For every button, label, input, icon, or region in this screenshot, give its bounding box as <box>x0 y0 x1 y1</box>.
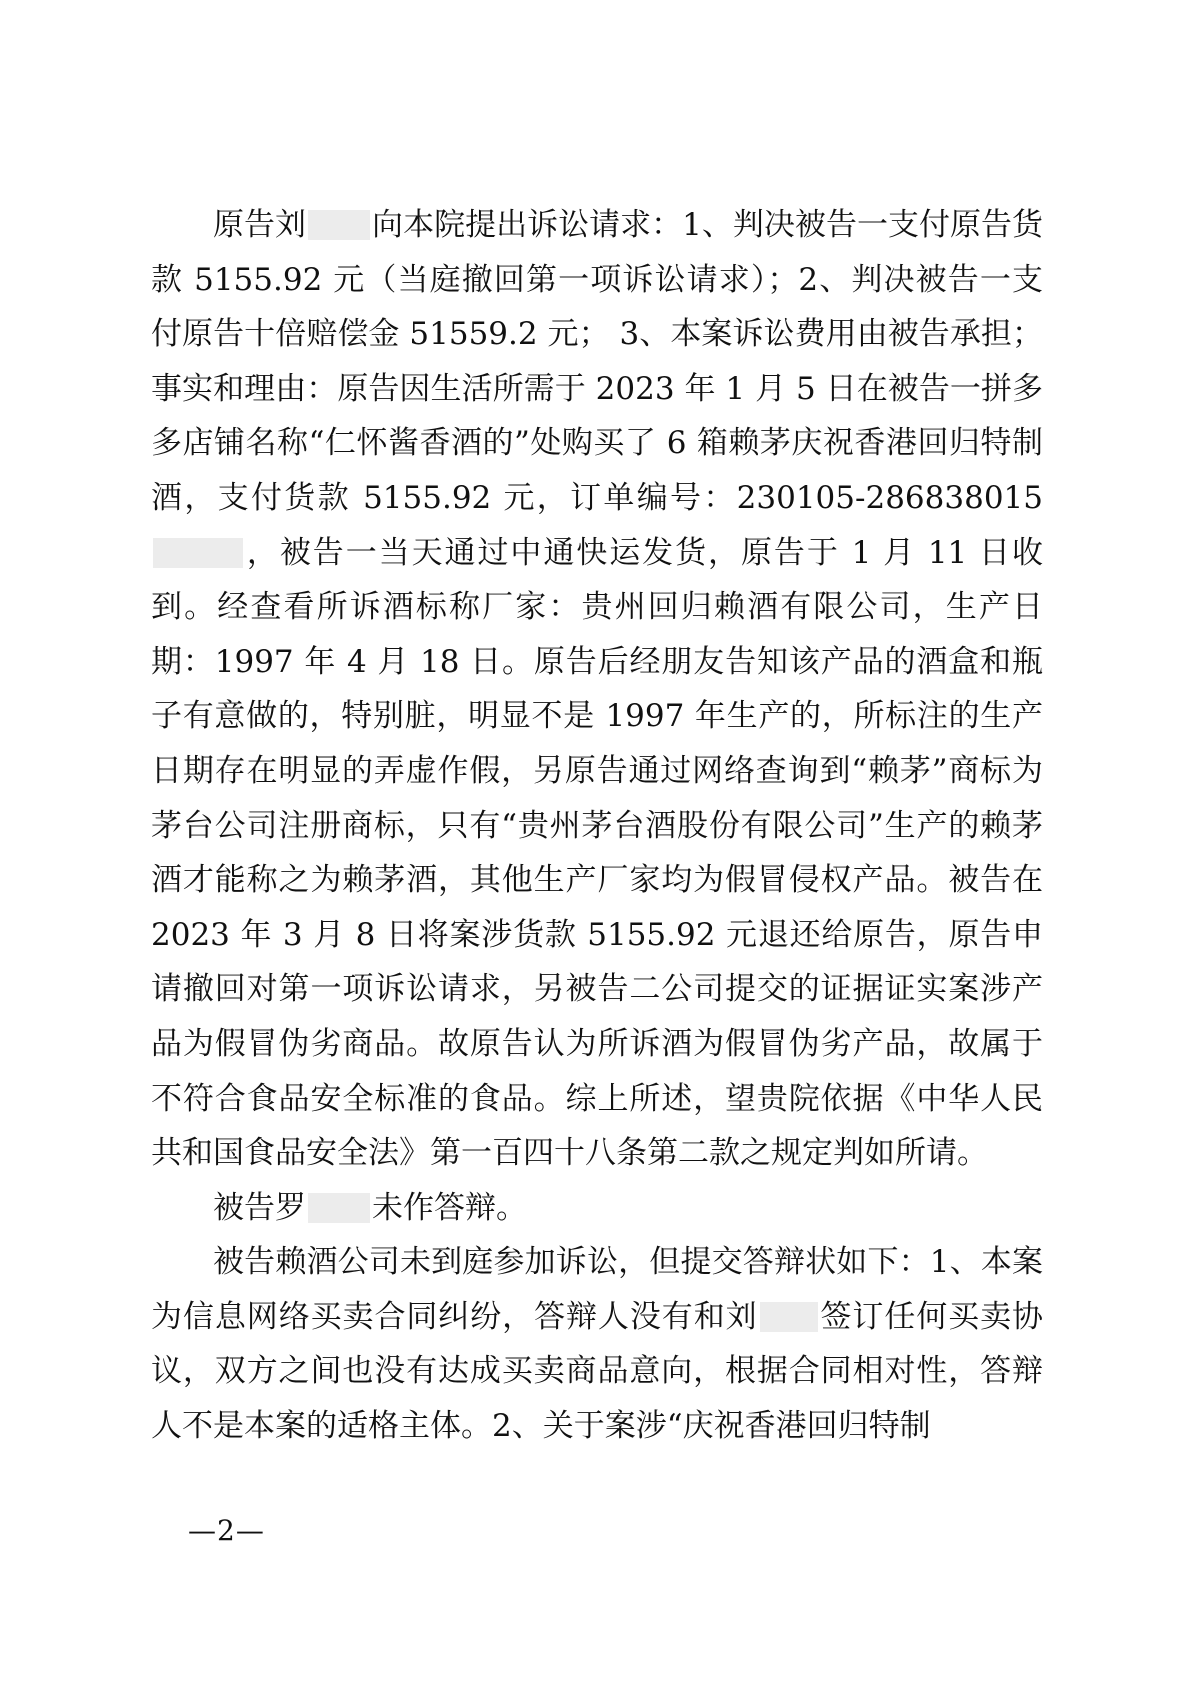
paragraph-text: 未作答辩。 <box>372 1189 527 1226</box>
redacted-name <box>760 1302 818 1332</box>
paragraph-defendant-one <box>151 1181 1043 1236</box>
document-body <box>151 198 1043 1454</box>
redacted-order-number <box>153 538 243 568</box>
paragraph-text: 被告赖酒公司未到庭参加诉讼，但提交答辩状如下：1、本案为信息网络买卖合同纠纷，答辩人没有和刘 <box>151 1244 1043 1335</box>
paragraph-defendant-two <box>151 1235 1043 1453</box>
paragraph-text: 签订任何买卖协议，双方之间也没有达成买卖商品意向，根据合同相对性，答辩人不是本案的适格主体。2、关于案涉“庆祝香港回归特制 <box>151 1298 1044 1445</box>
redacted-name <box>308 1193 370 1223</box>
paragraph-text: 向本院提出诉讼请求：1、判决被告一支付原告货款 5155.92 元（当庭撤回第一项诉讼请求）；2、判决被告一支付原告十倍赔偿金 51559.2 元； 3、本案诉讼费用由被告承担；事实和理由：原告因生活所需于 2023 年 1 月 5 日在被告一拼多多店铺名称“仁怀酱香酒的”处购买了 6 箱赖茅庆祝香港回归特制酒，支付货款 5155.92 元，订单编号：230105-286838015 <box>151 207 1044 516</box>
paragraph-text: ，被告一当天通过中通快运发货，原告于 1 月 11 日收到。经查看所诉酒标称厂家：贵州回归赖酒有限公司，生产日期：1997 年 4 月 18 日。原告后经朋友告知该产品的酒盒和瓶子有意做的，特别脏，明显不是 1997 年生产的，所标注的生产日期存在明显的弄虚作假，另原告通过网络查询到“赖茅”商标为茅台公司注册商标，只有“贵州茅台酒股份有限公司”生产的赖茅酒才能称之为赖茅酒，其他生产厂家均为假冒侵权产品。被告在 2023 年 3 月 8 日将案涉货款 5155.92 元退还给原告，原告申请撤回对第一项诉讼请求，另被告二公司提交的证据证实案涉产品为假冒伪劣商品。故原告认为所诉酒为假冒伪劣产品，故属于不符合食品安全标准的食品。综上所述，望贵院依据《中华人民共和国食品安全法》第一百四十八条第二款之规定判如所请。 <box>151 534 1043 1172</box>
paragraph-text: 被告罗 <box>213 1189 306 1226</box>
page-number: —2— <box>188 1514 265 1547</box>
paragraph-plaintiff-claims <box>151 198 1043 1181</box>
redacted-name <box>308 210 370 240</box>
paragraph-text: 原告刘 <box>213 207 307 243</box>
